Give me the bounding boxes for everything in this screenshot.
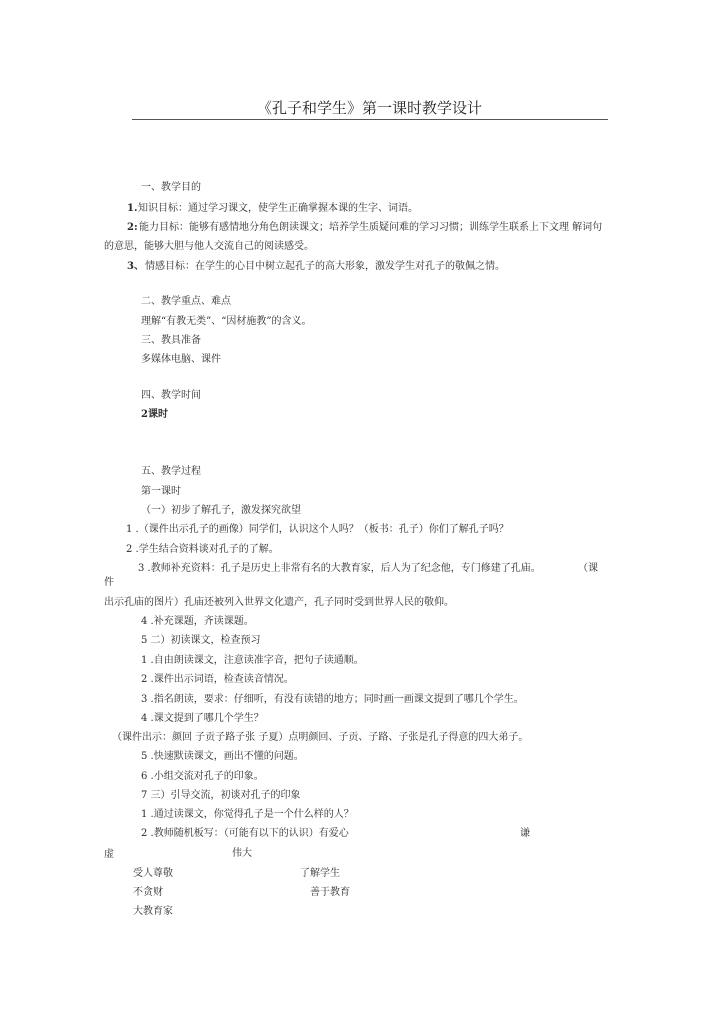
board-word-weida: 伟大 bbox=[232, 848, 252, 859]
board-word-shouren: 受人尊敬 bbox=[133, 868, 173, 879]
lesson-heading: 第一课时 bbox=[141, 486, 181, 497]
board-word-butan: 不贪财 bbox=[133, 887, 163, 898]
section-heading-keypoints: 二、教学重点、难点 bbox=[141, 296, 231, 307]
goal-3-text: 情感目标：在学生的心目中树立起孔子的高大形象，激发学生对孔子的敬佩之情。 bbox=[145, 261, 505, 272]
title-underline bbox=[132, 119, 608, 120]
part-2-step-4-detail: （课件出示：颜回 子贡子路子张 子夏）点明颜回、子贡、子路、子张是孔子得意的四大弟子。 bbox=[112, 732, 529, 743]
keypoint-text: 理解“有教无类”、“因材施教”的含义。 bbox=[141, 316, 312, 327]
part-3-heading: 7 三）引导交流，初谈对孔子的印象 bbox=[141, 790, 301, 801]
section-heading-time: 四、教学时间 bbox=[141, 390, 201, 401]
time-text: 2课时 bbox=[141, 409, 168, 420]
part-2-step-1: 1 .自由朗读课文，注意读准字音，把句子读通顺。 bbox=[141, 655, 364, 666]
goal-1-text: 知识目标：通过学习课文，使学生正确掌握本课的生字、词语。 bbox=[138, 203, 418, 214]
board-word-xu: 虚 bbox=[104, 849, 114, 860]
tools-text: 多媒体电脑、课件 bbox=[141, 354, 221, 365]
goal-3-number: 3、 bbox=[127, 261, 144, 272]
part-1-step-3-wrap: 件 bbox=[104, 577, 114, 588]
part-2-step-3: 3 .指名朗读，要求：仔细听，有没有读错的地方；同时画一画课文提到了哪几个学生。 bbox=[141, 694, 524, 705]
section-heading-process: 五、教学过程 bbox=[141, 466, 201, 477]
section-heading-objectives: 一、教学目的 bbox=[141, 182, 201, 193]
goal-2-number: 2: bbox=[127, 222, 138, 233]
part-1-step-3-cont: 出示孔庙的图片）孔庙还被列入世界文化遗产，孔子同时受到世界人民的敬仰。 bbox=[104, 597, 454, 608]
part-3-step-1: 1 .通过读课文，你觉得孔子是一个什么样的人？ bbox=[141, 809, 354, 820]
part-2-step-6: 6 .小组交流对孔子的印象。 bbox=[141, 771, 264, 782]
page-title: 《孔子和学生》第一课时教学设计 bbox=[256, 99, 482, 117]
part-1-step-3: 3 .教师补充资料：孔子是历史上非常有名的大教育家，后人为了纪念他，专门修建了孔庙。 bbox=[138, 563, 541, 574]
part-1-step-1: 1 .（课件出示孔子的画像）同学们，认识这个人吗？（板书：孔子）你们了解孔子吗？ bbox=[126, 524, 509, 535]
part-2-step-5: 5 .快速默读课文，画出不懂的问题。 bbox=[141, 751, 304, 762]
goal-2-text-cont: 的意思，能够大胆与他人交流自己的阅读感受。 bbox=[104, 241, 314, 252]
board-word-qian: 谦 bbox=[520, 828, 530, 839]
goal-1-number: 1. bbox=[127, 203, 138, 214]
board-word-dajiaoyu: 大教育家 bbox=[133, 906, 173, 917]
part-2-heading: 5 二）初读课文，检查预习 bbox=[141, 635, 261, 646]
part-3-step-2: 2 .教师随机板写：（可能有以下的认识）有爱心 bbox=[141, 828, 349, 839]
part-1-step-3-paren: （课 bbox=[578, 563, 598, 574]
part-1-step-2: 2 .学生结合资料谈对孔子的了解。 bbox=[126, 544, 279, 555]
goal-2-text: 能力目标：能够有感情地分角色朗读课文；培养学生质疑问难的学习习惯；训练学生联系上下文理 解词句 bbox=[139, 222, 603, 233]
part-1-step-4: 4 .补充课题，齐读课题。 bbox=[141, 616, 254, 627]
part-2-step-4: 4 .课文提到了哪几个学生？ bbox=[141, 713, 264, 724]
board-word-liaojie: 了解学生 bbox=[300, 868, 340, 879]
part-2-step-2: 2 .课件出示词语，检查读音情况。 bbox=[141, 674, 294, 685]
section-heading-tools: 三、教具准备 bbox=[141, 335, 201, 346]
board-word-shanyu: 善于教育 bbox=[310, 887, 350, 898]
part-1-heading: （一）初步了解孔子，激发探究欲望 bbox=[141, 505, 301, 516]
